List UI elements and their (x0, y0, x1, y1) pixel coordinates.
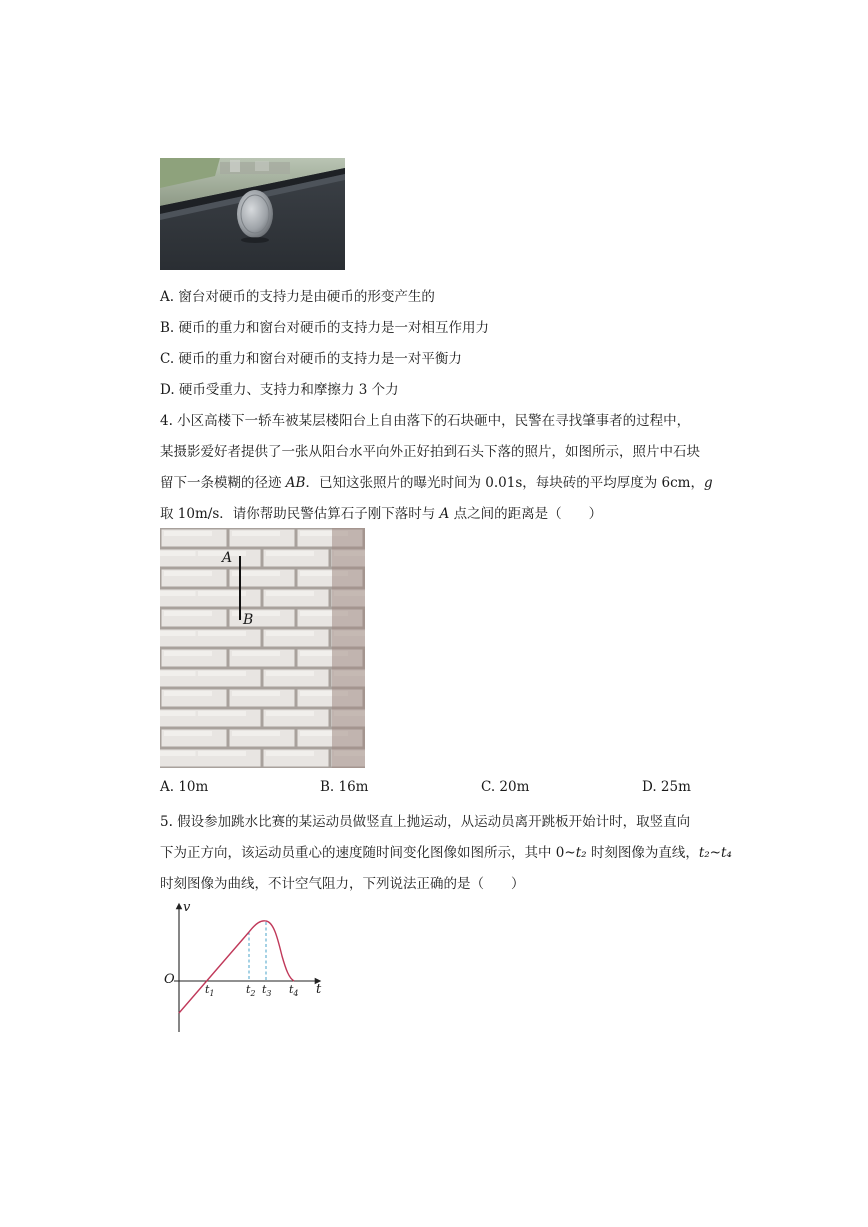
q5-line-2-part-a: 下为正方向，该运动员重心的速度随时间变化图像如图所示，其中 0~ (160, 845, 576, 861)
q5-t2: t₂ (575, 845, 587, 861)
q5-t2-t4: t₂~t₄ (698, 845, 732, 861)
t2-sub: 2 (250, 989, 256, 999)
t2-label (246, 983, 256, 998)
q4-option-b: B. 16m (320, 779, 369, 795)
t1-base: t (205, 983, 210, 996)
q4-option-a: A. 10m (160, 779, 209, 795)
q4-line-4-part-a: 取 10m/s．请你帮助民警估算石子刚下落时与 (160, 506, 440, 522)
q4-g-symbol: g (704, 475, 713, 491)
brick-wall-figure (160, 528, 365, 768)
q4-segment-ab: AB (285, 475, 306, 491)
v-axis-label: v (183, 900, 191, 915)
coin-photo (160, 158, 345, 270)
t1-sub: 1 (209, 989, 215, 999)
q4-line-1: 4. 小区高楼下一轿车被某层楼阳台上自由落下的石块砸中，民警在寻找肇事者的过程中， (160, 413, 691, 429)
q4-option-d: D. 25m (642, 779, 691, 795)
t3-base: t (262, 983, 267, 996)
q4-point-a: A (439, 506, 450, 522)
t3-label (262, 983, 272, 998)
q5-line-3: 时刻图像为曲线，不计空气阻力，下列说法正确的是（ ） (160, 876, 525, 892)
q4-line-3-part-a: 留下一条模糊的径迹 (160, 475, 286, 491)
t4-base: t (289, 983, 294, 996)
velocity-time-graph (160, 900, 350, 1035)
label-a: A (222, 550, 233, 566)
q4-option-c: C. 20m (481, 779, 530, 795)
q3-option-b: B. 硬币的重力和窗台对硬币的支持力是一对相互作用力 (160, 320, 490, 336)
q4-line-4 (160, 502, 602, 522)
q4-line-3-part-b: ．已知这张照片的曝光时间为 0.01s，每块砖的平均厚度为 6cm， (305, 475, 704, 491)
q3-option-a: A. 窗台对硬币的支持力是由硬币的形变产生的 (160, 289, 435, 305)
velocity-curve (179, 921, 294, 1013)
t1-label (205, 983, 215, 998)
t4-label (289, 983, 299, 998)
origin-label: O (164, 972, 175, 987)
q5-line-2 (160, 841, 732, 861)
q4-line-2: 某摄影爱好者提供了一张从阳台水平向外正好拍到石头下落的照片，如图所示，照片中石块 (160, 444, 700, 460)
q3-option-d: D. 硬币受重力、支持力和摩擦力 3 个力 (160, 382, 399, 398)
q4-line-3 (160, 471, 713, 491)
t2-base: t (246, 983, 251, 996)
t-axis-label: t (316, 982, 322, 997)
t3-sub: 3 (266, 989, 272, 999)
t4-sub: 4 (293, 989, 299, 999)
q5-line-2-part-b: 时刻图像为直线， (586, 845, 699, 861)
q3-option-c: C. 硬币的重力和窗台对硬币的支持力是一对平衡力 (160, 351, 462, 367)
q5-line-1: 5. 假设参加跳水比赛的某运动员做竖直上抛运动，从运动员离开跳板开始计时，取竖直向 (160, 814, 691, 830)
q4-line-4-part-b: 点之间的距离是（ ） (449, 506, 603, 522)
label-b: B (243, 612, 254, 628)
